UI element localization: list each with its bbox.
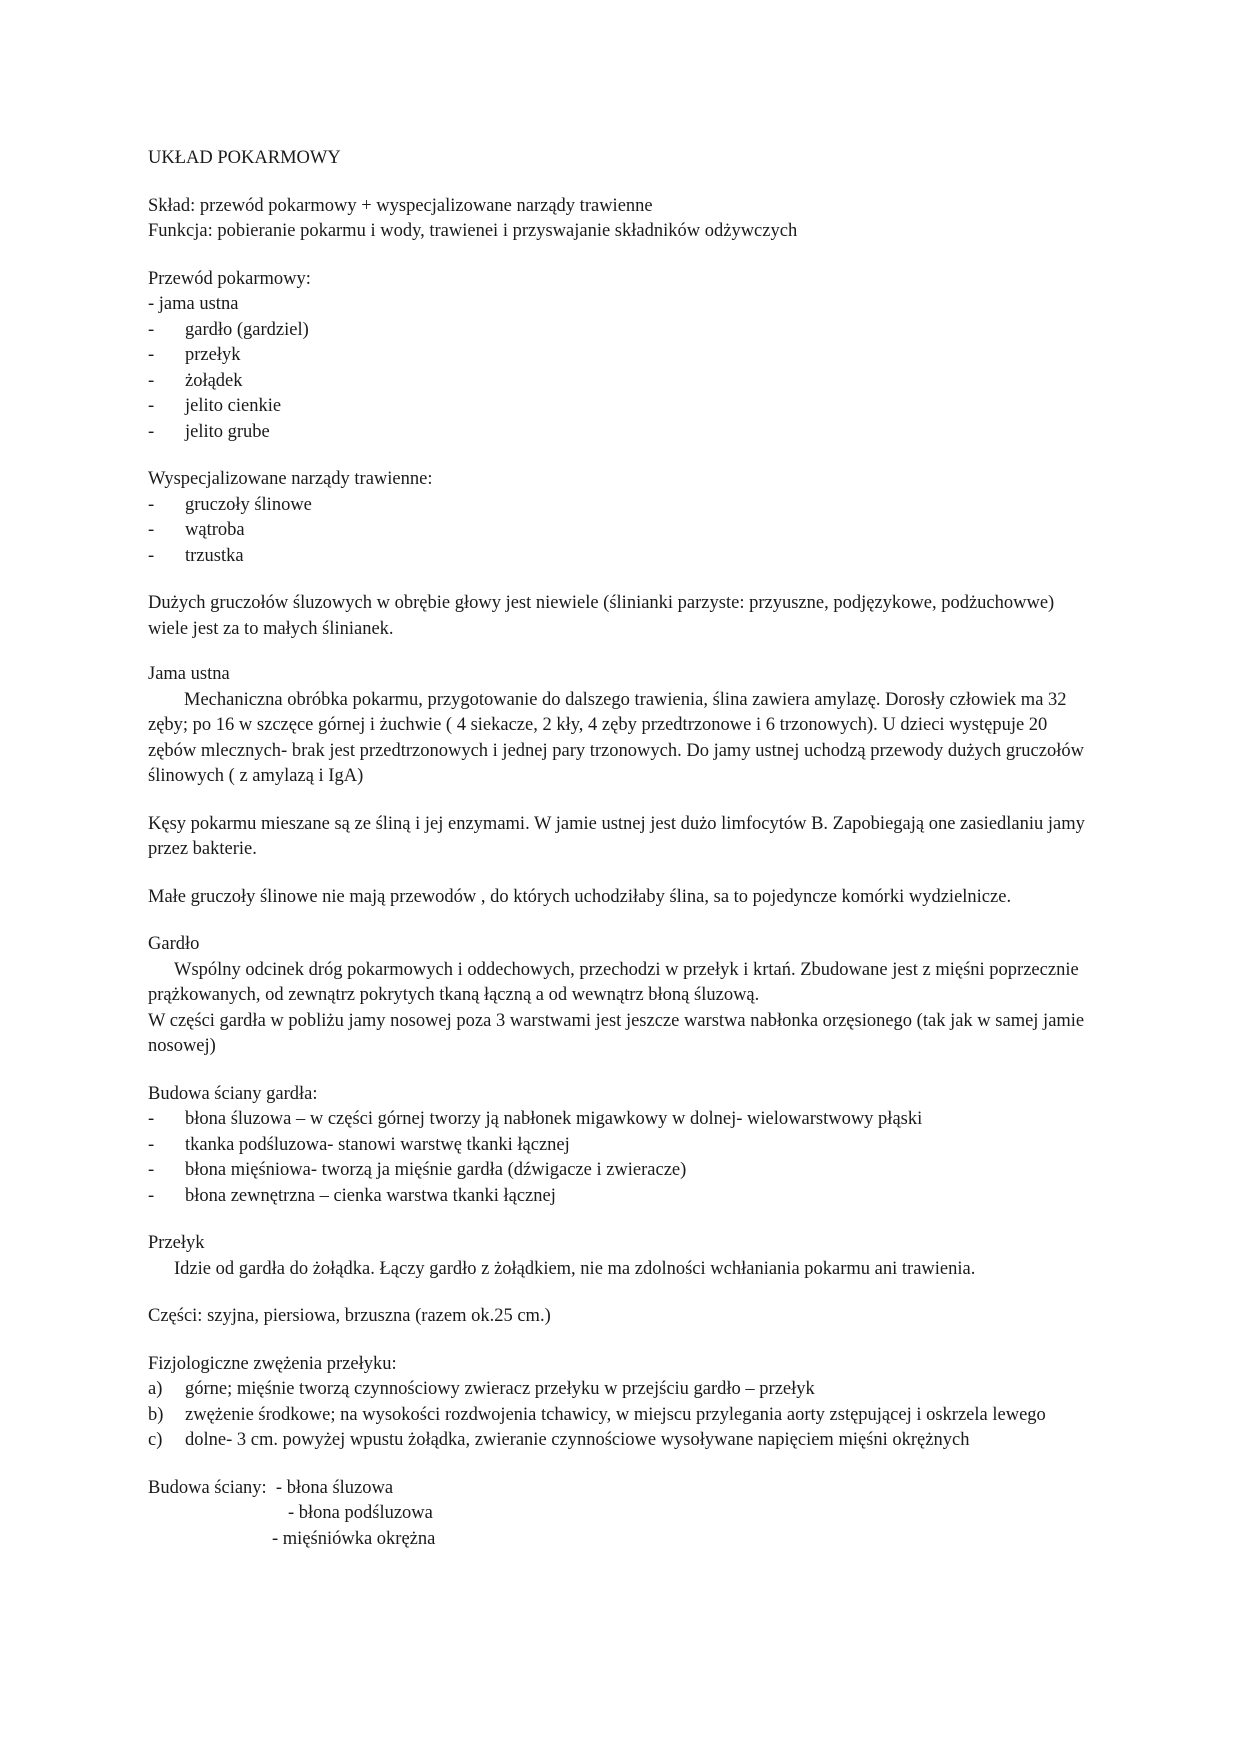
- budowa-sciany-line-1: Budowa ściany: - błona śluzowa: [148, 1477, 394, 1498]
- funkcja-line: Funkcja: pobieranie pokarmu i wody, trawienei i przyswajanie składników odżywczych: [148, 221, 798, 241]
- jama-paragraph-3: Małe gruczoły ślinowe nie mają przewodów , do których uchodziłaby ślina, sa to pojedyncze komórki wydzielnicze.: [148, 886, 1012, 907]
- list-item: - wątroba: [148, 520, 245, 540]
- list-item: - przełyk: [148, 345, 241, 365]
- list-item: - jelito cienkie: [148, 396, 282, 416]
- przelyk-czesci: Części: szyjna, piersiowa, brzuszna (razem ok.25 cm.): [148, 1306, 551, 1326]
- list-item: a) górne; mięśnie tworzą czynnościowy zwieracz przełyku w przejściu gardło – przełyk: [148, 1379, 815, 1399]
- gardlo-paragraph-1: Wspólny odcinek dróg pokarmowych i oddechowych, przechodzi w przełyk i krtań. Zbudowane jest z mięśni poprzecznie prążkowanych, od zewnątrz pokrytych tkaną łączną a od wewnątrz błoną śluzową.: [148, 959, 1079, 1005]
- przelyk-paragraph: Idzie od gardła do żołądka. Łączy gardło z żołądkiem, nie ma zdolności wchłaniania pokarmu ani trawienia.: [174, 1258, 976, 1279]
- jama-paragraph-2: Kęsy pokarmu mieszane są ze śliną i jej enzymami. W jamie ustnej jest dużo limfocytów B. Zapobiegają one zasiedlaniu jamy przez bakterie.: [148, 813, 1085, 859]
- list-item: - błona śluzowa – w części górnej tworzy ją nabłonek migawkowy w dolnej- wielowarstwowy płąski: [148, 1109, 923, 1129]
- budowa-sciany-line-2: - błona podśluzowa: [288, 1503, 433, 1523]
- przelyk-heading: Przełyk: [148, 1233, 205, 1253]
- zwezenia-heading: Fizjologiczne zwężenia przełyku:: [148, 1353, 397, 1374]
- list-item: - trzustka: [148, 545, 244, 566]
- list-item: - gruczoły ślinowe: [148, 494, 312, 515]
- jama-heading: Jama ustna: [148, 664, 230, 684]
- list-item: - błona mięśniowa- tworzą ja mięśnie gardła (dźwigacze i zwieracze): [148, 1160, 687, 1180]
- jama-paragraph-1: Mechaniczna obróbka pokarmu, przygotowanie do dalszego trawienia, ślina zawiera amylazę. Dorosły człowiek ma 32 zęby; po 16 w szczęce górnej i żuchwie ( 4 siekacze, 2 kły, 4 zęby przedtrzonowe i 6 trzonowych). U dzieci występuje 20 zębów mlecznych- brak jest przedtrzonowych i jednej pary trzonowych. Do jamy ustnej uchodzą przewody dużych gruczołów ślinowych ( z amylazą i IgA): [148, 689, 1084, 786]
- duzych-paragraph: Dużych gruczołów śluzowych w obrębie głowy jest niewiele (ślinianki parzyste: przyuszne, podjęzykowe, podżuchowwe) wiele jest za to małych ślinianek.: [148, 593, 1055, 639]
- narzady-heading: Wyspecjalizowane narządy trawienne:: [148, 469, 433, 489]
- budowa-gardla-heading: Budowa ściany gardła:: [148, 1083, 318, 1104]
- list-item: - żołądek: [148, 370, 243, 391]
- list-item: - gardło (gardziel): [148, 319, 309, 340]
- list-item: - tkanka podśluzowa- stanowi warstwę tkanki łącznej: [148, 1134, 570, 1155]
- page-title: UKŁAD POKARMOWY: [148, 148, 341, 168]
- budowa-sciany-line-3: - mięśniówka okrężna: [272, 1528, 436, 1549]
- przewod-list: [148, 318, 1098, 446]
- narzady-list: [148, 493, 1098, 570]
- list-item: b) zwężenie środkowe; na wysokości rozdwojenia tchawicy, w miejscu przylegania aorty zstępującej i oskrzela lewego: [148, 1404, 1046, 1425]
- list-item: - błona zewnętrzna – cienka warstwa tkanki łącznej: [148, 1185, 556, 1206]
- zwezenia-list: [148, 1377, 1098, 1454]
- budowa-gardla-list: [148, 1107, 1098, 1209]
- list-item: c) dolne- 3 cm. powyżej wpustu żołądka, zwieranie czynnościowe wysoływane napięciem mięśni okrężnych: [148, 1430, 970, 1450]
- list-item: - jelito grube: [148, 421, 270, 442]
- document-body: [148, 146, 1098, 1552]
- gardlo-heading: Gardło: [148, 934, 200, 954]
- przewod-heading: Przewód pokarmowy:: [148, 268, 311, 289]
- gardlo-paragraph-2: W części gardła w pobliżu jamy nosowej poza 3 warstwami jest jeszcze warstwa nabłonka orzęsionego (tak jak w samej jamie nosowej): [148, 1010, 1085, 1056]
- sklad-line: Skład: przewód pokarmowy + wyspecjalizowane narządy trawienne: [148, 195, 653, 216]
- przewod-first-item: - jama ustna: [148, 294, 239, 314]
